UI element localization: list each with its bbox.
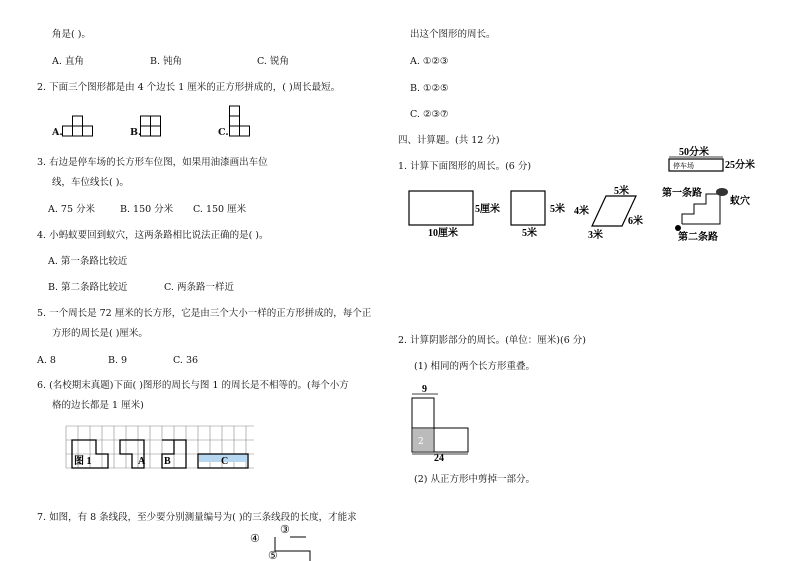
q7-continued: 出这个图形的周长。 xyxy=(410,29,496,40)
q1-tail: 角是( )。 xyxy=(52,29,91,40)
q6-label-c[interactable]: C xyxy=(221,456,229,467)
q2-shape-a xyxy=(62,115,98,137)
q1-option-b[interactable]: B. 钝角 xyxy=(150,56,183,67)
q7-line1: 7. 如图，有 8 条线段，至少要分别测量编号为( )的三条线段的长度，才能求 xyxy=(37,512,357,523)
calc1-text: 1. 计算下面图形的周长。(6 分) xyxy=(398,161,532,172)
q7-option-c[interactable]: C. ②③⑦ xyxy=(410,109,449,120)
q2-label-b[interactable]: B. xyxy=(130,127,142,138)
q5-option-b[interactable]: B. 9 xyxy=(108,355,128,366)
q3-option-a[interactable]: A. 75 分米 xyxy=(48,204,96,215)
q5-line1: 5. 一个周长是 72 厘米的长方形，它是由三个大小一样的正方形拼成的，每个正 xyxy=(37,308,372,319)
calc-parallelogram xyxy=(572,186,662,242)
q1-option-a[interactable]: A. 直角 xyxy=(52,56,84,67)
ant-path2-label: 第二条路 xyxy=(678,232,718,243)
q7-figure xyxy=(250,523,330,561)
parking-right-label: 25分米 xyxy=(725,160,755,171)
q4-option-b[interactable]: B. 第二条路比较近 xyxy=(48,282,128,293)
q2-text: 2. 下面三个图形都是由 4 个边长 1 厘米的正方形拼成的，( )周长最短。 xyxy=(37,82,341,93)
parking-figure xyxy=(665,146,755,176)
rect-height-label: 5厘米 xyxy=(475,204,500,215)
overlap-rect-figure xyxy=(408,384,478,462)
parking-top-label: 50分米 xyxy=(679,147,709,158)
overlap-bottom-label: 24 xyxy=(434,453,444,464)
q6-label-a[interactable]: A xyxy=(138,456,146,467)
q4-option-c[interactable]: C. 两条路一样近 xyxy=(164,282,234,293)
calc2-sub2: (2) 从正方形中剪掉一部分。 xyxy=(414,474,535,485)
para-left-label: 4米 xyxy=(574,206,589,217)
q5-line2: 方形的周长是( )厘米。 xyxy=(52,328,148,339)
para-bottom-label: 3米 xyxy=(588,230,603,241)
q5-option-c[interactable]: C. 36 xyxy=(173,355,199,366)
q6-line1: 6. (名校期末真题)下面( )图形的周长与图 1 的周长是不相等的。(每个小方 xyxy=(37,380,349,391)
section4-title: 四、计算题。(共 12 分) xyxy=(398,135,500,146)
ant-nest-label: 蚁穴 xyxy=(730,196,750,207)
rect-width-label: 10厘米 xyxy=(428,228,458,239)
q2-label-a[interactable]: A. xyxy=(52,127,63,138)
calc-rectangle xyxy=(408,190,500,239)
q5-option-a[interactable]: A. 8 xyxy=(37,355,56,366)
q7-option-b[interactable]: B. ①②⑤ xyxy=(410,83,449,94)
overlap-shade-label: 2 xyxy=(418,437,424,447)
q6-label-b[interactable]: B xyxy=(164,456,171,467)
q2-shape-c xyxy=(229,105,253,139)
q4-option-a[interactable]: A. 第一条路比较近 xyxy=(48,256,128,267)
square-bottom-label: 5米 xyxy=(522,228,537,239)
ant-path-figure xyxy=(662,184,752,244)
q2-shape-b xyxy=(140,115,164,139)
q7-circle-5: ⑤ xyxy=(268,549,278,561)
q6-line2: 格的边长都是 1 厘米) xyxy=(52,400,144,411)
parking-inner-label: 停车场 xyxy=(673,162,694,170)
calc2-sub1: (1) 相同的两个长方形重叠。 xyxy=(414,361,535,372)
q7-circle-3: ③ xyxy=(280,523,290,536)
q3-line1: 3. 右边是停车场的长方形车位图，如果用油漆画出车位 xyxy=(37,157,268,168)
q7-circle-4: ④ xyxy=(250,532,260,545)
q2-label-c[interactable]: C. xyxy=(218,127,229,138)
q4-text: 4. 小蚂蚁要回到蚁穴，这两条路相比说法正确的是( )。 xyxy=(37,230,269,241)
square-side-label: 5米 xyxy=(550,204,565,215)
q6-label-fig1: 图 1 xyxy=(74,456,92,467)
q3-line2: 线，车位线长( )。 xyxy=(52,177,129,188)
para-right-label: 6米 xyxy=(628,216,643,227)
ant-path1-label: 第一条路 xyxy=(662,188,702,199)
q7-option-a[interactable]: A. ①②③ xyxy=(410,56,449,67)
q3-option-b[interactable]: B. 150 分米 xyxy=(120,204,174,215)
overlap-top-label: 9 xyxy=(422,384,427,395)
q1-option-c[interactable]: C. 锐角 xyxy=(257,56,289,67)
q6-grid-figure xyxy=(66,426,256,470)
calc2-text: 2. 计算阴影部分的周长。(单位：厘米)(6 分) xyxy=(398,335,586,346)
para-top-label: 5米 xyxy=(614,186,629,197)
calc-square xyxy=(510,190,570,238)
q3-option-c[interactable]: C. 150 厘米 xyxy=(193,204,247,215)
